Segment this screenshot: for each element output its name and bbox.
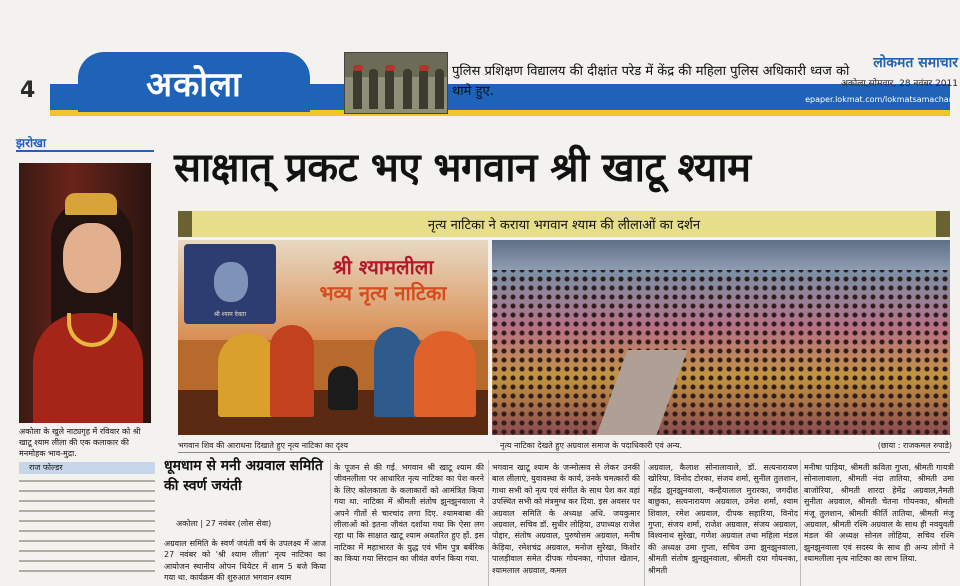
performer-face [63, 223, 121, 293]
sidebar-text-line [19, 560, 155, 562]
teaser-photo-cap [419, 65, 429, 71]
dancer [414, 331, 476, 417]
subhead-bar [178, 211, 950, 237]
sidebar-text-lines [19, 480, 155, 580]
sidebar-label: झरोखा [16, 136, 47, 150]
hall-roof [492, 240, 950, 270]
teaser-photo-figure [385, 69, 394, 109]
article-column-2: के पूजन से की गई. भगवान श्री खाटू श्याम की जीवनलीला पर आधारित नृत्य नाटिका का पेश करने के लिए कोलकाता के कलाकारों को आमंत्रित किया गया था. नाटिका में श्रीमती संतोष झुनझुनवाला ने अपने गीतों से चारचांद लगा दिए. श्यामबाबा की लीलाओं को इतना जीवंत दर्शाया गया कि ऐसा लग रहा था कि साक्षात खाटू श्याम अवतरित हुए हों. इस नाटिका में महाभारत के युद्ध एवं भीम पुत्र बर्बरिक का किया गया सिरदान का जीवंत वर्णन किया गया. [334, 463, 484, 564]
sidebar-text-line [19, 550, 155, 552]
performer-crown [65, 193, 117, 215]
deity-portrait-face [214, 262, 248, 302]
dance-photo-caption: भगवान शिव की आराधना दिखाते हुए नृत्य नाटिका का दृश्य [178, 441, 349, 450]
sidebar-text-line [19, 540, 155, 542]
column-divider [330, 460, 331, 586]
sidebar-text-line [19, 500, 155, 502]
column-divider [644, 460, 645, 586]
page-number: 4 [20, 78, 36, 103]
article-column-4: अग्रवाल, कैलाश सोनालावाले, डॉ. सत्यनारायण खोरिया, विनोद टोरका, संजय शर्मा, सुनील तुलशान, महेंद्र झुनझुनवाला, कन्हैयालाल मुरारका, जगदीश बाछुका, सत्यनारायण अग्रवाल, उमेश शर्मा, श्याम शिवाल, रमेश अग्रवाल, दीपक सहारिया, विनोद गुप्ता, संजय शर्मा, राजेश अग्रवाल, संजय अग्रवाल, विश्वनाथ सुरेखा, गणेश अग्रवाल तथा महिला मंडल की अध्यक्ष उमा गुप्ता, सचिव उमा झुनझुनवाला, श्रीमती संतोष झुनझुनवाला, श्रीमती दया गोयनका, श्रीमती [648, 463, 798, 575]
teaser-photo-figure [435, 69, 444, 109]
column-divider [488, 460, 489, 586]
section-title: अकोला [146, 65, 242, 105]
article-column-5: मनीषा पाड़िया, श्रीमती कविता गुप्ता, श्रीमती गायत्री सोनालावाला, श्रीमती नंदा तातिया, श्रीमती उमा बाजोरिया, श्रीमती शारदा हेमेंद्र अग्रवाल,नैमती सुनीता अग्रवाल, श्रीमती चेतना गोयनका, श्रीमती मंजू तुलशान, श्रीमती कीर्ति तातिया, श्रीमती मंजू अग्रवाल, श्रीमती रश्मि अग्रवाल के साथ ही नवयुवती मंडल की अध्यक्ष सोनल लोहिया, सचिव रश्मि झुनझुनवाला एवं सदस्य के साथ ही अन्य लोगों ने श्यामलीला नृत्य नाटिका का लाभ लिया. [804, 463, 954, 564]
caption-rule [178, 452, 950, 453]
article-column-1: अग्रवाल समिति के स्वर्ण जयंती वर्ष के उपलक्ष्य में आज 27 नवंबर को 'श्री श्याम लीला' नृत्य नाटिका का आयोजन स्थानीय ओपन थियेटर में शाम 5 बजे किया गया था. कार्यक्रम की शुरुआत भगवान श्याम [164, 539, 326, 583]
sidebar-label-rule [16, 150, 154, 152]
article-column-3: भगवान खाटू श्याम के जन्मोत्सव से लेकर उनकी बाल लीलाएं, युवावस्था के कार्य, उनके चमत्कारों की गाथा सभी को नृत्य एवं संगीत के साथ पेश कर वहां उपस्थित सभी को मंत्रमुग्ध कर दिया. इस अवसर पर अग्रवाल समिति के अध्यक्ष अधि. जयकुमार अग्रवाल, सचिव डॉ. सुधीर लोहिया, उपाध्यक्ष राजेश पोद्दार, संतोष अग्रवाल, पुरुषोत्तम अग्रवाल, मनीष केड़िया, रमेशचंद्र अग्रवाल, मनोज सुरेखा, किशोर पालड़ीवाल समेत दीपक गोयनका, गोपाल खेतान, श्यामलाल अग्रवाल, कमल [492, 463, 640, 575]
column-divider [800, 460, 801, 586]
sidebar-text-line [19, 490, 155, 492]
masthead [838, 53, 958, 89]
sidebar-text-line [19, 510, 155, 512]
teaser-text: पुलिस प्रशिक्षण विद्यालय की दीक्षांत परेड में केंद्र की महिला पुलिस अधिकारी ध्वज को थामे हुए. [452, 64, 850, 99]
teaser-photo-cap [353, 65, 363, 71]
deity-portrait-label: श्री श्याम देवता [213, 311, 247, 318]
stage-banner [278, 254, 488, 306]
deity-portrait [184, 244, 276, 324]
teaser-photo-figure [353, 69, 362, 109]
issue-dateline: अकोला,सोमवार, 28 नवंबर 2011 [841, 79, 958, 89]
secondary-dateline: अकोला | 27 नवंबर (लोस सेवा) [176, 519, 272, 528]
dancer [270, 325, 314, 417]
sidebar-text-line [19, 520, 155, 522]
subhead-text: नृत्य नाटिका ने कराया भगवान श्याम की लीलाओं का दर्शन [427, 218, 701, 233]
photo-credit: (छाया : राजकमल रुपाडे) [877, 441, 952, 450]
stage-banner-subtitle: भव्य नृत्य नाटिका [319, 281, 447, 305]
sidebar-text-line [19, 570, 155, 572]
brand-name: लोकमत समाचार [873, 55, 958, 71]
sidebar-text-line [19, 480, 155, 482]
stage-banner-title: श्री श्यामलीला [332, 255, 434, 279]
secondary-headline: धूमधाम से मनी अग्रवाल समिति की स्वर्ण जयंती [164, 458, 323, 494]
performer-photo [19, 163, 151, 423]
teaser-photo-figure [369, 69, 378, 109]
performer-photo-caption: अकोला के खुले नाट्यगृह में रविवार को श्री खाटू श्याम लीला की एक कलाकार की मनमोहक भाव-मुद्रा. [19, 427, 141, 458]
dancer [218, 333, 278, 417]
audience-photo-caption: नृत्य नाटिका देखते हुए अग्रवाल समाज के पदाधिकारी एवं अन्य. [500, 441, 682, 450]
main-headline: साक्षात् प्रकट भए भगवान श्री खाटू श्याम [174, 145, 751, 191]
teaser-photo [344, 52, 448, 114]
epaper-link[interactable]: epaper.lokmat.com/lokmatsamachar [805, 95, 952, 104]
dance-photo [178, 240, 488, 435]
sidebar-text-line [19, 530, 155, 532]
teaser-photo-figure [403, 69, 412, 109]
shivling [328, 366, 358, 410]
teaser-photo-cap [385, 65, 395, 71]
audience-photo [492, 240, 950, 435]
teaser-photo-figure [419, 69, 428, 109]
hall-aisle [597, 350, 688, 435]
sidebar-sub-label: राज फोल्डर [19, 462, 155, 474]
